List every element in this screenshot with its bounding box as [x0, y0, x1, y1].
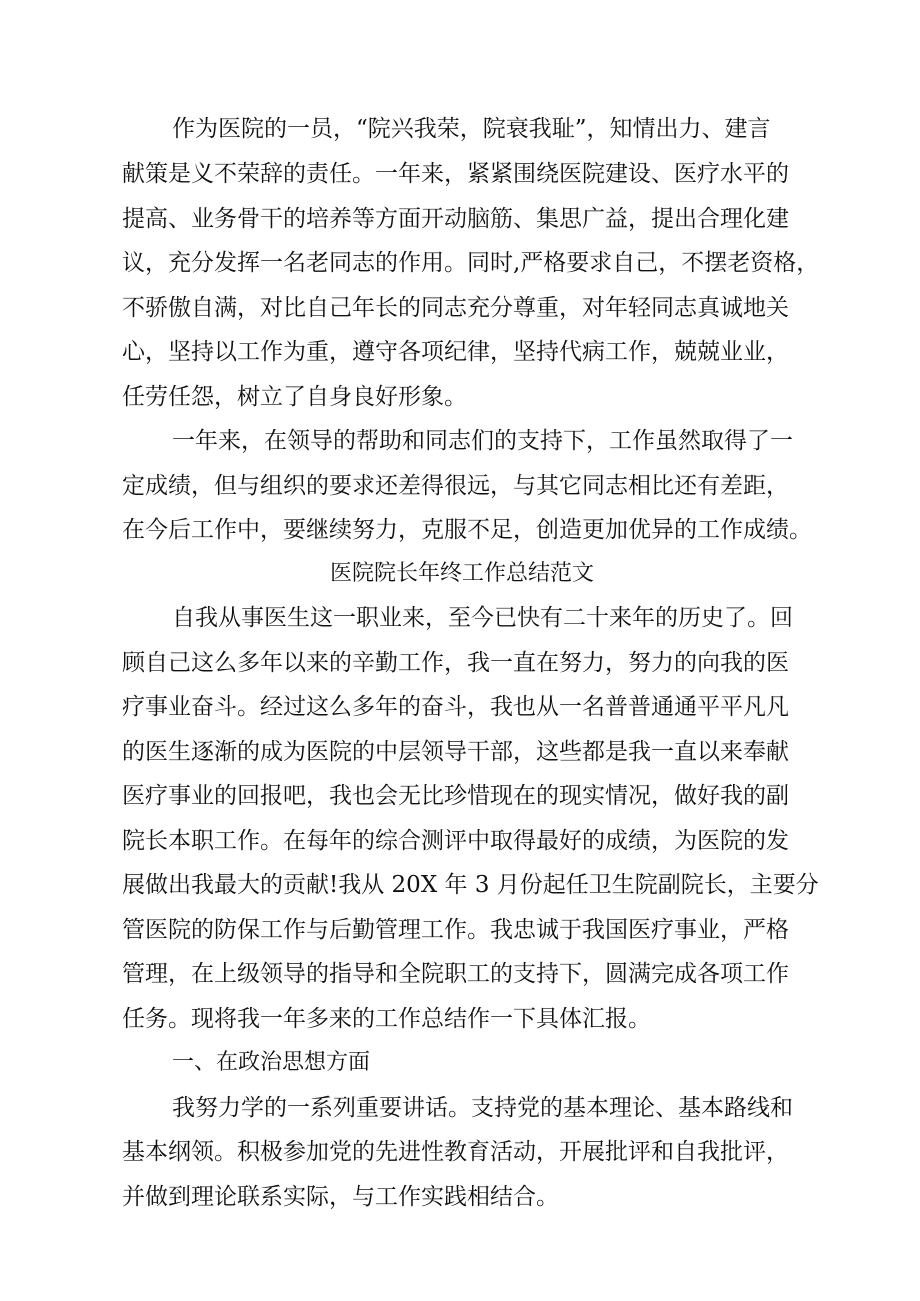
- paragraph-3-line-9: 管理，在上级领导的指导和全院职工的支持下，圆满完成各项工作: [122, 961, 789, 987]
- paragraph-3-line-6: 院长本职工作。在每年的综合测评中取得最好的成绩，为医院的发: [122, 828, 789, 854]
- section-heading-political-thought: 一、在政治思想方面: [172, 1050, 371, 1075]
- paragraph-4-line-3: 并做到理论联系实际，与工作实践相结合。: [122, 1184, 559, 1210]
- paragraph-3-line-3: 疗事业奋斗。经过这么多年的奋斗，我也从一名普普通通平平凡凡: [122, 694, 789, 720]
- paragraph-3-line-10: 任务。现将我一年多来的工作总结作一下具体汇报。: [122, 1006, 651, 1032]
- paragraph-2-line-1: 一年来，在领导的帮助和同志们的支持下，工作虽然取得了一: [172, 428, 793, 454]
- paragraph-2-line-2: 定成绩，但与组织的要求还差得很远，与其它同志相比还有差距，: [122, 473, 789, 499]
- paragraph-3-line-2: 顾自己这么多年以来的辛勤工作，我一直在努力，努力的向我的医: [122, 650, 789, 676]
- paragraph-1-line-5: 不骄傲自满，对比自己年长的同志充分尊重，对年轻同志真诚地关: [122, 295, 789, 321]
- paragraph-4-line-1: 我努力学的一系列重要讲话。支持党的基本理论、基本路线和: [172, 1095, 793, 1121]
- paragraph-1-line-4: 议，充分发挥一名老同志的作用。同时,严格要求自己，不摆老资格，: [122, 250, 820, 276]
- document-title: 医院院长年终工作总结范文: [329, 561, 594, 586]
- paragraph-3-line-1: 自我从事医生这一职业来，至今已快有二十来年的历史了。回: [172, 605, 793, 631]
- paragraph-1-line-7: 任劳任怨，树立了自身良好形象。: [122, 384, 467, 410]
- paragraph-1-line-1: 作为医院的一员，“院兴我荣，院衰我耻”，知情出力、建言: [172, 116, 771, 142]
- paragraph-2-line-3: 在今后工作中，要继续努力，克服不足，创造更加优异的工作成绩。: [122, 517, 812, 543]
- paragraph-3-line-5: 医疗事业的回报吧，我也会无比珍惜现在的现实情况，做好我的副: [122, 783, 789, 809]
- paragraph-3-line-8: 管医院的防保工作与后勤管理工作。我忠诚于我国医疗事业，严格: [122, 917, 789, 943]
- paragraph-1-line-6: 心，坚持以工作为重，遵守各项纪律，坚持代病工作，兢兢业业，: [122, 339, 789, 365]
- paragraph-4-line-2: 基本纲领。积极参加党的先进性教育活动，开展批评和自我批评，: [122, 1139, 789, 1165]
- paragraph-3-line-7: 展做出我最大的贡献!我从 20X 年 3 月份起任卫生院副院长，主要分: [122, 872, 819, 898]
- paragraph-1-line-3: 提高、业务骨干的培养等方面开动脑筋、集思广益，提出合理化建: [122, 206, 789, 232]
- paragraph-3-line-4: 的医生逐渐的成为医院的中层领导干部，这些都是我一直以来奉献: [122, 739, 789, 765]
- paragraph-1-line-2: 献策是义不荣辞的责任。一年来，紧紧围绕医院建设、医疗水平的: [122, 161, 789, 187]
